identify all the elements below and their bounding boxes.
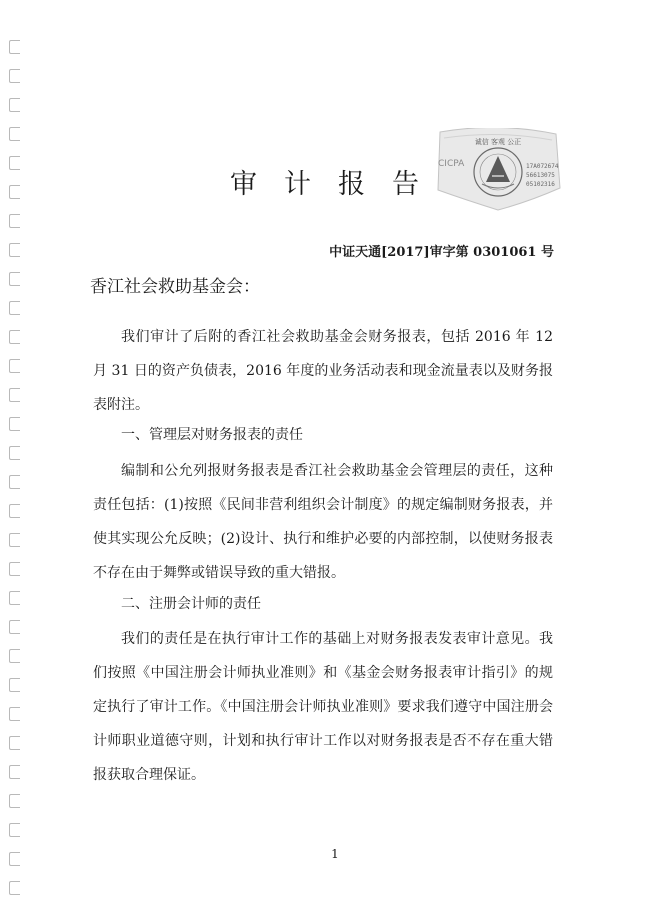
report-title: 审计报告 <box>230 169 446 200</box>
stamp-motto: 诚信 客观 公正 <box>474 138 522 146</box>
report-number: 中证天通[2017]审字第 0301061 号 <box>329 245 554 260</box>
page-number: 1 <box>331 847 339 861</box>
section1-heading: 一、管理层对财务报表的责任 <box>121 427 303 443</box>
section2-heading: 二、注册会计师的责任 <box>121 596 261 612</box>
cpa-seal-stamp <box>432 128 564 214</box>
binding-holes <box>9 40 23 900</box>
addressee: 香江社会救助基金会： <box>90 277 260 297</box>
svg-text:CICPA: CICPA <box>438 159 465 169</box>
stamp-code-3: 05102316 <box>526 181 555 188</box>
stamp-code-1: 17A072674 <box>526 163 559 170</box>
intro-paragraph: 我们审计了后附的香江社会救助基金会财务报表，包括 2016 年 12 月 31 日的资产负债表，2016 年度的业务活动表和现金流量表以及财务报表附注。 <box>93 329 553 413</box>
stamp-code-2: 56613075 <box>526 172 555 179</box>
section1-paragraph: 编制和公允列报财务报表是香江社会救助基金会管理层的责任，这种责任包括：(1)按照《民间非营利组织会计制度》的规定编制财务报表，并使其实现公允反映；(2)设计、执行和维护必要的内部控制，以使财务报表不存在由于舞弊或错误导致的重大错报。 <box>93 463 553 581</box>
section2-paragraph: 我们的责任是在执行审计工作的基础上对财务报表发表审计意见。我们按照《中国注册会计师执业准则》和《基金会财务报表审计指引》的规定执行了审计工作。《中国注册会计师执业准则》要求我们遵守中国注册会计师职业道德守则，计划和执行审计工作以对财务报表是否不存在重大错报获取合理保证。 <box>93 631 553 783</box>
